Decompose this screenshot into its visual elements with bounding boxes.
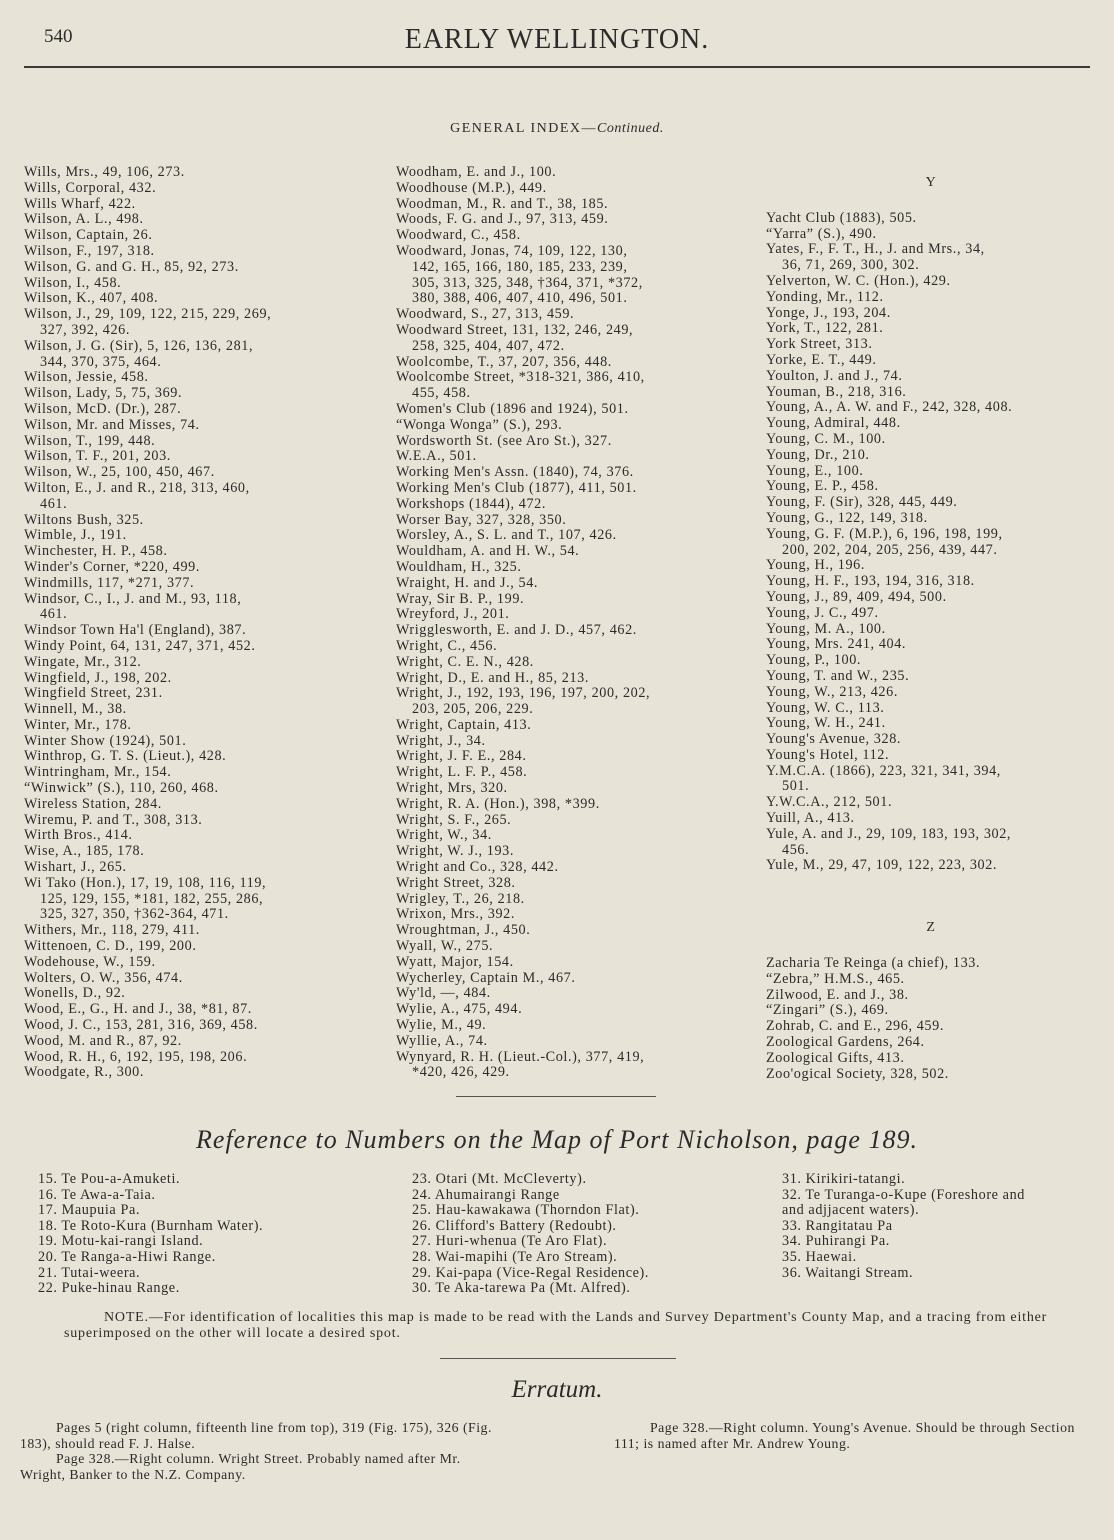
index-entry: Wingfield Street, 231. <box>24 685 163 702</box>
index-entry: Woodhouse (M.P.), 449. <box>396 179 547 196</box>
index-entry: Working Men's Club (1877), 411, 501. <box>396 479 637 496</box>
index-entry: Wise, A., 185, 178. <box>24 843 145 860</box>
index-entry: Young, G., 122, 149, 318. <box>766 509 928 526</box>
divider-rule <box>456 1096 656 1097</box>
index-entry: Wilton, E., J. and R., 218, 313, 460, <box>24 479 250 496</box>
index-entry: Young, H., 196. <box>766 557 866 574</box>
index-entry: Woodward, C., 458. <box>396 227 521 244</box>
index-title-continued: Continued. <box>597 121 664 136</box>
index-entry: Winnell, M., 38. <box>24 701 127 718</box>
index-entry: Wyall, W., 275. <box>396 938 494 955</box>
index-entry: W.E.A., 501. <box>396 448 477 465</box>
index-entry: Wright, W. J., 193. <box>396 843 515 860</box>
index-entry: Y.M.C.A. (1866), 223, 321, 341, 394, <box>766 762 1001 779</box>
index-entry: Young, A., A. W. and F., 242, 328, 408. <box>766 399 1013 416</box>
index-column-3 <box>766 165 1096 1082</box>
index-entry: Young, C. M., 100. <box>766 430 886 447</box>
index-entry: Young, T. and W., 235. <box>766 667 910 684</box>
index-title-main: GENERAL INDEX— <box>450 121 597 136</box>
reference-title: Reference to Numbers on the Map of Port Nicholson, page 189. <box>196 1125 918 1154</box>
index-entry: Wittenoen, C. D., 199, 200. <box>24 938 197 955</box>
index-entry: 325, 327, 350, †362-364, 471. <box>40 906 229 923</box>
index-entry: Young, J. C., 497. <box>766 604 879 621</box>
index-entry: Wilson, A. L., 498. <box>24 211 144 228</box>
index-entry: 501. <box>782 778 810 795</box>
index-entry: Wright, J., 34. <box>396 732 486 749</box>
index-entry: Workshops (1844), 472. <box>396 495 546 512</box>
index-entry: Woodward, S., 27, 313, 459. <box>396 306 575 323</box>
divider-rule <box>440 1358 676 1359</box>
index-entry: Wroughtman, J., 450. <box>396 922 531 939</box>
index-entry: Winder's Corner, *220, 499. <box>24 558 201 575</box>
reference-entry: 34. Puhirangi Pa. <box>782 1233 890 1250</box>
index-entry: York, T., 122, 281. <box>766 320 884 337</box>
index-entry: Wi Tako (Hon.), 17, 19, 108, 116, 119, <box>24 874 267 891</box>
index-entry: Winchester, H. P., 458. <box>24 543 168 560</box>
index-entry: Woodward Street, 131, 132, 246, 249, <box>396 321 634 338</box>
index-entry: Wood, M. and R., 87, 92. <box>24 1032 182 1049</box>
index-entry: 327, 392, 426. <box>40 321 130 338</box>
reference-entry: 21. Tutai-weera. <box>38 1264 141 1281</box>
index-entry: York Street, 313. <box>766 336 873 353</box>
erratum-left-para-1: Pages 5 (right column, fifteenth line from top), 319 (Fig. 175), 326 (Fig. 183), should read F. J. Halse. <box>20 1420 492 1451</box>
index-entry: Winthrop, G. T. S. (Lieut.), 428. <box>24 748 227 765</box>
index-entry: Young, M. A., 100. <box>766 620 886 637</box>
index-entry: Woodgate, R., 300. <box>24 1064 144 1081</box>
index-entry: Young, W. C., 113. <box>766 699 885 716</box>
index-entry: Zilwood, E. and J., 38. <box>766 986 909 1003</box>
reference-entry: 28. Wai-mapihi (Te Aro Stream). <box>412 1248 618 1265</box>
index-entry: Young, H. F., 193, 194, 316, 318. <box>766 573 975 590</box>
index-entry: Young's Hotel, 112. <box>766 746 890 763</box>
reference-entry: 26. Clifford's Battery (Redoubt). <box>412 1217 617 1234</box>
index-entry: Withers, Mr., 118, 279, 411. <box>24 922 200 939</box>
letter-heading-y: Y <box>925 175 937 190</box>
map-note: NOTE.—For identification of localities this map is made to be read with the Lands and Survey Department's County Map, and a tracing from either superimposed on the other will locate a desired spot. <box>64 1310 1048 1341</box>
index-entry: Young, J., 89, 409, 494, 500. <box>766 588 947 605</box>
erratum-right <box>614 1420 1100 1451</box>
index-entry: Wilson, T. F., 201, 203. <box>24 448 171 465</box>
index-entry: Woolcombe, T., 37, 207, 356, 448. <box>396 353 612 370</box>
index-entry: 461. <box>40 606 68 623</box>
index-entry: Wordsworth St. (see Aro St.), 327. <box>396 432 612 449</box>
index-entry: Wiltons Bush, 325. <box>24 511 144 528</box>
index-entry: “Zingari” (S.), 469. <box>766 1002 889 1019</box>
reference-entry: 35. Haewai. <box>782 1248 857 1265</box>
index-entry: “Winwick” (S.), 110, 260, 468. <box>24 780 219 797</box>
index-entry: Zacharia Te Reinga (a chief), 133. <box>766 955 981 972</box>
index-entry: Young, E. P., 458. <box>766 478 879 495</box>
index-entry: 142, 165, 166, 180, 185, 233, 239, <box>412 258 628 275</box>
index-entry: 258, 325, 404, 407, 472. <box>412 337 565 354</box>
index-entry: Young, Admiral, 448. <box>766 415 901 432</box>
index-entry: Wilson, K., 407, 408. <box>24 290 159 307</box>
index-entry: 456. <box>782 841 810 858</box>
index-entry: Wintringham, Mr., 154. <box>24 764 172 781</box>
index-entry: Windsor, C., I., J. and M., 93, 118, <box>24 590 242 607</box>
index-entry: 203, 205, 206, 229. <box>412 701 534 718</box>
reference-entry: 23. Otari (Mt. McCleverty). <box>412 1171 587 1187</box>
index-entry: Youlton, J. and J., 74. <box>766 367 903 384</box>
reference-entry: 16. Te Awa-a-Taia. <box>38 1186 156 1203</box>
index-entry: Yuill, A., 413. <box>766 810 855 827</box>
index-entry: Wilson, I., 458. <box>24 274 122 291</box>
index-entry: Wray, Sir B. P., 199. <box>396 590 525 607</box>
reference-entry: 15. Te Pou-a-Amuketi. <box>38 1171 181 1187</box>
index-entry: Zoological Gifts, 413. <box>766 1049 905 1066</box>
index-entry: Woodman, M., R. and T., 38, 185. <box>396 195 609 212</box>
index-entry: Wright, S. F., 265. <box>396 811 512 828</box>
index-entry: Wright, C., 456. <box>396 637 498 654</box>
page-number: 540 <box>44 26 73 47</box>
index-entry: Yates, F., F. T., H., J. and Mrs., 34, <box>766 241 985 258</box>
index-entry: Wingfield, J., 198, 202. <box>24 669 172 686</box>
index-entry: *420, 426, 429. <box>412 1064 510 1081</box>
index-entry: Wyllie, A., 74. <box>396 1032 488 1049</box>
index-entry: Working Men's Assn. (1840), 74, 376. <box>396 464 634 481</box>
index-entry: Wilson, F., 197, 318. <box>24 242 155 259</box>
index-entry: Wright, W., 34. <box>396 827 492 844</box>
reference-entry: 31. Kirikiri-tatangi. <box>782 1171 906 1187</box>
index-entry: Wodehouse, W., 159. <box>24 953 156 970</box>
index-entry: Wright, Captain, 413. <box>396 716 532 733</box>
index-z-list <box>766 956 1096 1082</box>
index-entry: Yelverton, W. C. (Hon.), 429. <box>766 272 951 289</box>
index-entry: Wright, L. F. P., 458. <box>396 764 528 781</box>
index-entry: Wills Wharf, 422. <box>24 195 136 212</box>
reference-entry: and adjjacent waters). <box>782 1202 920 1219</box>
index-entry: 305, 313, 325, 348, †364, 371, *372, <box>412 274 643 291</box>
index-entry: Young, F. (Sir), 328, 445, 449. <box>766 494 958 511</box>
index-section-title <box>0 121 1114 137</box>
index-entry: Winter, Mr., 178. <box>24 716 132 733</box>
index-entry: Wilson, Jessie, 458. <box>24 369 149 386</box>
index-column-2 <box>396 165 736 1081</box>
reference-entry: 27. Huri-whenua (Te Aro Flat). <box>412 1233 608 1250</box>
index-entry: Yule, A. and J., 29, 109, 183, 193, 302, <box>766 825 1012 842</box>
index-entry: Yorke, E. T., 449. <box>766 351 877 368</box>
index-entry: Wishart, J., 265. <box>24 859 127 876</box>
index-entry: Wycherley, Captain M., 467. <box>396 969 576 986</box>
index-entry: Wylie, A., 475, 494. <box>396 1001 523 1018</box>
erratum-left-para-2: Page 328.—Right column. Wright Street. Probably named after Mr. Wright, Banker to the N.Z. Company. <box>20 1451 461 1482</box>
reference-entry: 32. Te Turanga-o-Kupe (Foreshore and <box>782 1186 1025 1203</box>
index-entry: Wilson, Lady, 5, 75, 369. <box>24 385 183 402</box>
index-entry: Wilson, Mr. and Misses, 74. <box>24 416 200 433</box>
reference-entry: 30. Te Aka-tarewa Pa (Mt. Alfred). <box>412 1280 631 1297</box>
reference-column-2 <box>396 1172 649 1297</box>
reference-entry: 22. Puke-hinau Range. <box>38 1280 180 1297</box>
reference-entry: 24. Ahumairangi Range <box>412 1186 560 1203</box>
index-entry: Wingate, Mr., 312. <box>24 653 142 670</box>
index-entry: Wimble, J., 191. <box>24 527 127 544</box>
index-column-1 <box>24 165 364 1081</box>
index-entry: Wrigley, T., 26, 218. <box>396 890 525 907</box>
index-entry: 461. <box>40 495 68 512</box>
index-entry: Wright, D., E. and H., 85, 213. <box>396 669 589 686</box>
index-entry: Wills, Mrs., 49, 106, 273. <box>24 164 185 180</box>
index-entry: Wynyard, R. H. (Lieut.-Col.), 377, 419, <box>396 1048 645 1065</box>
index-entry: Wiremu, P. and T., 308, 313. <box>24 811 203 828</box>
index-entry: Y.W.C.A., 212, 501. <box>766 794 893 811</box>
index-entry: Wireless Station, 284. <box>24 795 162 812</box>
index-entry: Worsley, A., S. L. and T., 107, 426. <box>396 527 617 544</box>
index-entry: Wyatt, Major, 154. <box>396 953 514 970</box>
index-entry: “Yarra” (S.), 490. <box>766 225 877 242</box>
index-entry: Windy Point, 64, 131, 247, 371, 452. <box>24 637 256 654</box>
index-entry: 125, 129, 155, *181, 182, 255, 286, <box>40 890 264 907</box>
letter-heading-z: Z <box>926 920 936 936</box>
index-entry: Wirth Bros., 414. <box>24 827 133 844</box>
index-entry: “Zebra,” H.M.S., 465. <box>766 970 905 987</box>
reference-entry: 29. Kai-papa (Vice-Regal Residence). <box>412 1264 650 1281</box>
reference-entry: 36. Waitangi Stream. <box>782 1264 914 1281</box>
index-entry: 380, 388, 406, 407, 410, 496, 501. <box>412 290 628 307</box>
index-entry: Wright, R. A. (Hon.), 398, *399. <box>396 795 600 812</box>
index-entry: Wood, E., G., H. and J., 38, *81, 87. <box>24 1001 252 1018</box>
erratum-title: Erratum. <box>511 1376 603 1403</box>
index-entry: Zoo'ogical Society, 328, 502. <box>766 1065 949 1082</box>
index-entry: Young, P., 100. <box>766 652 862 669</box>
index-entry: Wolters, O. W., 356, 474. <box>24 969 183 986</box>
index-entry: Young, Mrs. 241, 404. <box>766 636 907 653</box>
index-entry: Youman, B., 218, 316. <box>766 383 907 400</box>
index-entry: 200, 202, 204, 205, 256, 439, 447. <box>782 541 998 558</box>
index-entry: 36, 71, 269, 300, 302. <box>782 257 920 274</box>
index-entry: Wilson, Captain, 26. <box>24 227 153 244</box>
index-entry: Wills, Corporal, 432. <box>24 179 157 196</box>
index-entry: 455, 458. <box>412 385 471 402</box>
erratum-left <box>20 1420 506 1482</box>
index-entry: Wouldham, H., 325. <box>396 558 522 575</box>
reference-entry: 25. Hau-kawakawa (Thorndon Flat). <box>412 1202 640 1219</box>
index-entry: 344, 370, 375, 464. <box>40 353 162 370</box>
index-entry: Windmills, 117, *271, 377. <box>24 574 195 591</box>
index-entry: Wraight, H. and J., 54. <box>396 574 539 591</box>
index-entry: Wright, J. F. E., 284. <box>396 748 527 765</box>
index-entry: Worser Bay, 327, 328, 350. <box>396 511 567 528</box>
index-entry: Wreyford, J., 201. <box>396 606 510 623</box>
index-entry: Women's Club (1896 and 1924), 501. <box>396 400 629 417</box>
index-entry: Wilson, McD. (Dr.), 287. <box>24 400 182 417</box>
index-entry: Wilson, J. G. (Sir), 5, 126, 136, 281, <box>24 337 254 354</box>
index-entry: Wrigglesworth, E. and J. D., 457, 462. <box>396 622 637 639</box>
index-entry: “Wonga Wonga” (S.), 293. <box>396 416 563 433</box>
index-entry: Yule, M., 29, 47, 109, 122, 223, 302. <box>766 857 998 874</box>
reference-entry: 33. Rangitatau Pa <box>782 1217 893 1234</box>
reference-entry: 18. Te Roto-Kura (Burnham Water). <box>38 1217 264 1234</box>
index-entry: Wright and Co., 328, 442. <box>396 859 559 876</box>
index-entry: Wrixon, Mrs., 392. <box>396 906 515 923</box>
index-entry: Wy'ld, —, 484. <box>396 985 491 1002</box>
index-entry: Young, E., 100. <box>766 462 864 479</box>
index-entry: Zohrab, C. and E., 296, 459. <box>766 1018 944 1035</box>
index-entry: Wright Street, 328. <box>396 874 516 891</box>
index-y-list <box>766 211 1096 874</box>
reference-column-3 <box>766 1172 1025 1281</box>
reference-entry: 17. Maupuia Pa. <box>38 1202 140 1219</box>
index-entry: Wilson, J., 29, 109, 122, 215, 229, 269, <box>24 306 272 323</box>
index-entry: Woods, F. G. and J., 97, 313, 459. <box>396 211 609 228</box>
header-rule <box>24 66 1090 68</box>
index-entry: Yacht Club (1883), 505. <box>766 209 917 226</box>
erratum-right-para-1: Page 328.—Right column. Young's Avenue. Should be through Section 111; is named after Mr. Andrew Young. <box>614 1420 1075 1451</box>
index-entry: Woodham, E. and J., 100. <box>396 164 557 180</box>
index-entry: Young, W. H., 241. <box>766 715 886 732</box>
reference-entry: 20. Te Ranga-a-Hiwi Range. <box>38 1248 216 1265</box>
index-entry: Wonells, D., 92. <box>24 985 126 1002</box>
reference-column-1 <box>22 1172 263 1297</box>
index-entry: Wilson, T., 199, 448. <box>24 432 156 449</box>
index-entry: Winter Show (1924), 501. <box>24 732 187 749</box>
index-entry: Woolcombe Street, *318-321, 386, 410, <box>396 369 645 386</box>
index-entry: Zoological Gardens, 264. <box>766 1034 925 1051</box>
index-entry: Wright, J., 192, 193, 196, 197, 200, 202, <box>396 685 651 702</box>
index-entry: Wilson, G. and G. H., 85, 92, 273. <box>24 258 239 275</box>
index-entry: Young, W., 213, 426. <box>766 683 898 700</box>
index-entry: Windsor Town Ha'l (England), 387. <box>24 622 247 639</box>
index-entry: Woodward, Jonas, 74, 109, 122, 130, <box>396 242 628 259</box>
index-entry: Wood, J. C., 153, 281, 316, 369, 458. <box>24 1017 258 1034</box>
index-entry: Yonding, Mr., 112. <box>766 288 884 305</box>
index-entry: Wilson, W., 25, 100, 450, 467. <box>24 464 215 481</box>
index-entry: Young, Dr., 210. <box>766 446 870 463</box>
index-entry: Wright, Mrs, 320. <box>396 780 508 797</box>
index-entry: Young's Avenue, 328. <box>766 731 902 748</box>
index-entry: Wouldham, A. and H. W., 54. <box>396 543 580 560</box>
index-entry: Wylie, M., 49. <box>396 1017 487 1034</box>
index-entry: Young, G. F. (M.P.), 6, 196, 198, 199, <box>766 525 1003 542</box>
running-head: EARLY WELLINGTON. <box>404 24 710 55</box>
index-entry: Wright, C. E. N., 428. <box>396 653 534 670</box>
reference-entry: 19. Motu-kai-rangi Island. <box>38 1233 204 1250</box>
index-entry: Wood, R. H., 6, 192, 195, 198, 206. <box>24 1048 248 1065</box>
index-entry: Yonge, J., 193, 204. <box>766 304 891 321</box>
